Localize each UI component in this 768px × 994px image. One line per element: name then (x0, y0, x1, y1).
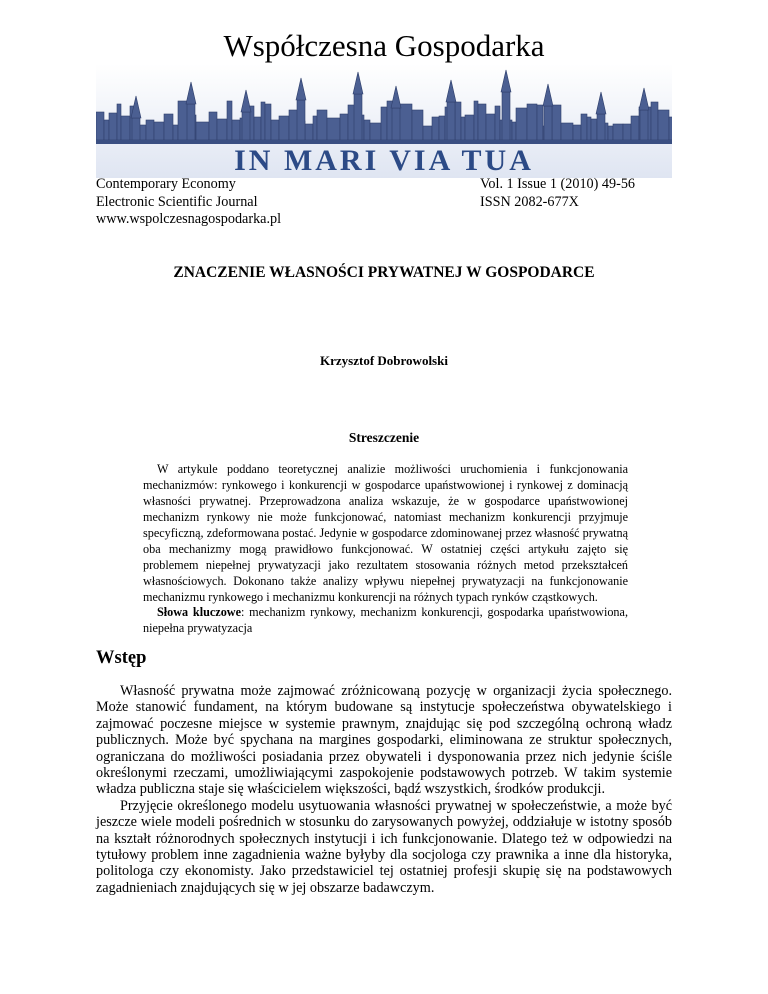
skyline-building (461, 117, 465, 140)
skyline-building (527, 104, 537, 140)
skyline-building (232, 120, 240, 140)
skyline-building (109, 113, 117, 140)
meta-line: Vol. 1 Issue 1 (2010) 49-56 (480, 176, 636, 192)
section-body (96, 683, 672, 896)
abstract-text: W artykule poddano teoretycznej analizie możliwości uruchomienia i funkcjonowania mechanizmów: rynkowego i konkurencji w gospodarce upaństwowionej i rynkowej z dominacją własności prywatnej. Przeprowadzona analiza wskazuje, że w gospodarce upaństwowionej mechanizm rynkowy nie może funkcjonować, natomiast mechanizm konkurencji przyjmuje specyficzną, zdeformowana postać. Jedynie w gospodarce zdominowanej przez własność prywatną oba mechanizmy mogą prawidłowo funkcjonować. W ostatniej części artykułu zajęto się problemem niepełnej prywatyzacji jako rezultatem stosowania różnych metod przekształceń własnościowych. Dokonano także analizy wpływu niepełnej prywatyzacji na funkcjonowanie mechanizmu rynkowego i mechanizmu konkurencji na różnych typach rynków cząstkowych. (143, 462, 628, 604)
meta-line: ISSN 2082-677X (480, 193, 579, 210)
article-title: ZNACZENIE WŁASNOŚCI PRYWATNEJ W GOSPODARCE (173, 264, 595, 281)
keywords-label: Słowa kluczowe (157, 605, 241, 619)
skyline-building (227, 101, 232, 140)
author-name: Krzysztof Dobrowolski (320, 353, 448, 368)
skyline-building (561, 123, 573, 140)
skyline-building (340, 114, 348, 140)
skyline-building (432, 117, 439, 140)
section-heading: Wstęp (96, 648, 147, 668)
skyline-building (423, 126, 432, 140)
skyline-building (364, 120, 370, 140)
meta-line: Contemporary Economy (96, 176, 236, 192)
skyline-building (381, 107, 387, 140)
skyline-tower (502, 92, 510, 140)
skyline-building (164, 114, 173, 140)
abstract-heading: Streszczenie (348, 430, 420, 445)
skyline-building (146, 120, 154, 140)
skyline-building (271, 120, 279, 140)
skyline-building (516, 108, 527, 140)
skyline-building (455, 102, 461, 140)
keywords-text: : mechanizm rynkowy, mechanizm konkurencji, gospodarka upaństwowiona, niepełna prywatyzacja (143, 605, 628, 635)
paragraph: Przyjęcie określonego modelu usytuowania własności prywatnej w społeczeństwie, a może być jeszcze wiele modeli pośrednich w stosunku do zarysowanych powyżej, oddziałuje w istotny sposób na kształt różnorodnych społecznych instytucji i ich funkcjonowanie. Dlatego też w odpowiedzi na tytułowy problem inne zagadnienia ważne byłyby dla socjologa czy prawnika a inne dla historyka, politologa czy ekonomisty. Jako przedstawiciel tej ostatniej profesji skupię się na podstawowych zagadnieniach znajdujących się w jej obszarze badawczym. (96, 797, 672, 896)
skyline-tower (132, 118, 140, 140)
skyline-tower (597, 114, 605, 140)
skyline-building (669, 117, 672, 140)
skyline-building (173, 125, 178, 140)
skyline-building (631, 116, 639, 140)
keywords (143, 604, 628, 636)
skyline-tower (544, 106, 552, 140)
skyline-building (121, 116, 130, 140)
skyline-building (279, 116, 289, 140)
skyline-building (439, 116, 445, 140)
skyline-building (651, 102, 658, 140)
skyline-building (196, 122, 209, 140)
skyline-building (261, 102, 265, 140)
skyline-building (587, 117, 591, 140)
skyline-building (96, 112, 104, 140)
skyline-building (573, 125, 581, 140)
paragraph: Własność prywatna może zajmować zróżnicowaną pozycję w organizacji życia społecznego. Może stanowić fundament, na którym budowane są instytucje społeczeństwa obywatelskiego i zajmować poczesne miejsce w systemie prawnym, znajdując się pod szczególną ochroną władz publicznych. Może być spychana na margines gospodarki, eliminowana ze struktur społecznych, ograniczana do możliwości posiadania przez obywateli i dysponowania przez nich jedynie ściśle określonymi rzeczami, umożliwiającymi zaspokojenie podstawowych potrzeb. W takim systemie władza publiczna staje się właścicielem większości, bądź wszystkich, środków produkcji. (96, 683, 672, 798)
meta-line: Electronic Scientific Journal (96, 193, 258, 210)
skyline-tower (640, 110, 648, 140)
skyline-building (613, 124, 623, 140)
skyline-building (209, 112, 217, 140)
skyline-tower (447, 102, 455, 140)
skyline-building (317, 110, 327, 140)
skyline-tower (354, 94, 362, 140)
skyline-building (465, 115, 474, 140)
skyline-tower (297, 100, 305, 140)
skyline-building (658, 110, 669, 140)
skyline-building (265, 104, 271, 140)
skyline-building (254, 117, 261, 140)
skyline-building (305, 124, 313, 140)
skyline-building (552, 105, 561, 140)
journal-meta-left (96, 176, 281, 229)
skyline-building (512, 122, 516, 140)
skyline-tower (392, 108, 400, 140)
skyline-building (608, 126, 613, 140)
skyline-building (623, 124, 631, 140)
skyline-building (486, 114, 495, 140)
skyline-building (412, 110, 423, 140)
skyline-building (327, 118, 340, 140)
skyline-building (399, 104, 412, 140)
skyline-tower (187, 104, 195, 140)
skyline-building (104, 120, 109, 140)
banner-motto: IN MARI VIA TUA (234, 144, 534, 177)
skyline-tower (242, 112, 250, 140)
skyline-building (370, 123, 381, 140)
skyline-building (217, 119, 227, 140)
skyline-building (495, 106, 500, 140)
journal-title: Współczesna Gospodarka (223, 28, 545, 63)
journal-meta-right (480, 176, 635, 211)
meta-line: www.wspolczesnagospodarka.pl (96, 211, 282, 228)
skyline-building (537, 105, 543, 140)
skyline-building (581, 114, 587, 140)
skyline-building (154, 122, 164, 140)
city-skyline-banner (96, 64, 672, 178)
skyline-building (117, 104, 121, 140)
skyline-building (478, 104, 486, 140)
skyline-building (313, 116, 317, 140)
skyline-building (591, 119, 597, 140)
skyline-building (474, 101, 478, 140)
